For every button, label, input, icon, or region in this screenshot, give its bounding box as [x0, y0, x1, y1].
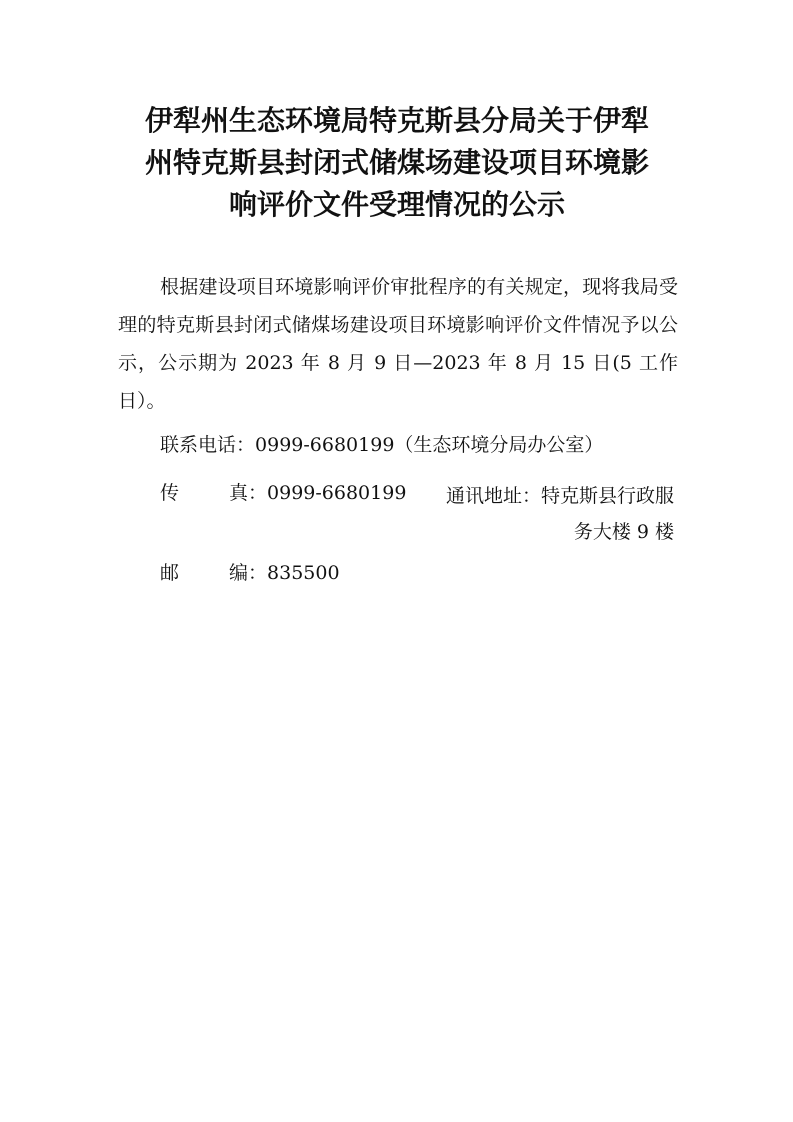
fax-colon: ： — [248, 482, 268, 504]
phone-value: 0999-6680199（生态环境分局办公室） — [255, 434, 604, 456]
notice-paragraph: 根据建设项目环境影响评价审批程序的有关规定，现将我局受理的特克斯县封闭式储煤场建设项目环境影响评价文件情况予以公示，公示期为 2023 年 8 月 9 日—2023 年 8 月 15 日(5 工作日）。 — [118, 276, 678, 412]
address-label: 通讯地址： — [445, 485, 541, 507]
zip-colon: ： — [248, 562, 268, 584]
fax-value: 0999-6680199 — [267, 482, 407, 504]
zip-label: 邮 编 — [160, 562, 248, 584]
title-line-1: 伊犁州生态环境局特克斯县分局关于伊犁 — [144, 104, 649, 137]
contact-address-block — [438, 478, 674, 550]
phone-label: 联系电话： — [160, 434, 256, 456]
document-title — [112, 100, 682, 226]
title-line-3: 响评价文件受理情况的公示 — [228, 188, 565, 221]
address-value: 特克斯县行政服务大楼 9 楼 — [540, 485, 674, 543]
title-line-2: 州特克斯县封闭式储煤场建设项目环境影 — [144, 146, 649, 179]
zip-value: 835500 — [267, 562, 340, 584]
contact-phone-row — [160, 430, 603, 460]
fax-label: 传 真 — [160, 482, 248, 504]
contact-fax-row — [160, 478, 406, 508]
contact-zip-row — [160, 558, 340, 588]
